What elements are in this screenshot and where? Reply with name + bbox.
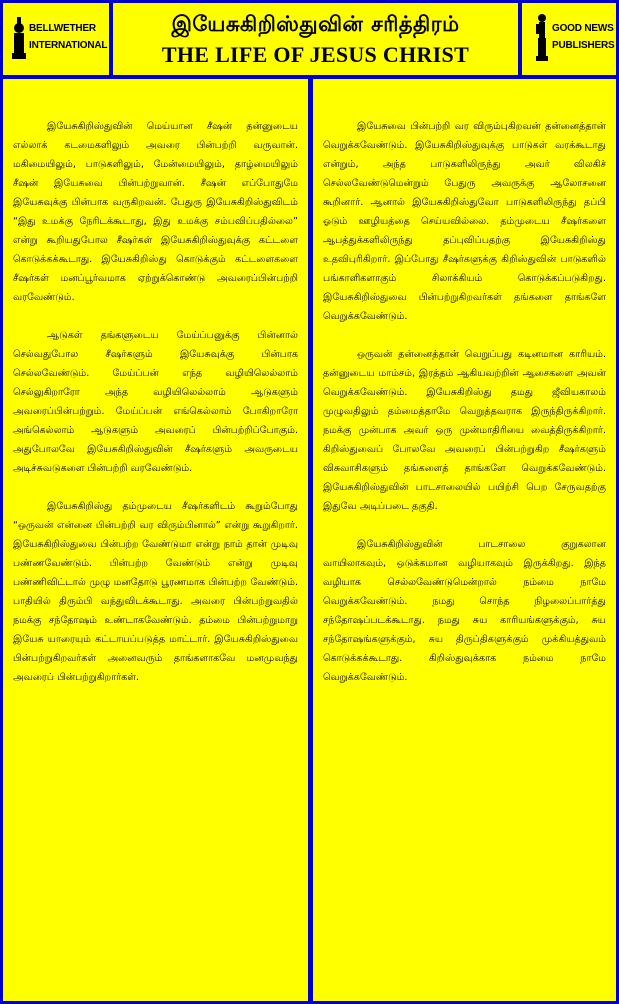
good-news-logo-line1: GOOD NEWS xyxy=(552,23,614,34)
bellwether-sheep-icon xyxy=(11,15,27,61)
paragraph: இயேசுகிறிஸ்துவின் மெய்யான சீஷன் தன்னுடைய எல்லாக் கடமைகளிலும் அவரை பின்பற்றி வருவான். மகிமையிலும், பாடுகளிலும், மேன்மையிலும், தாழ்மையிலும் சீஷன் இயேசுவை பின்பற்றுவான். சீஷன் எப்போதுமே இயேசுவுக்கு பின்பாக வருகிறவன். பேதுரு இயேசுகிறிஸ்துவிடம் “இது உமக்கு நேரிடக்கூடாது, இது உமக்கு சம்பவிப்பதில்லை” என்று கூறியதுபோல சீஷர்கள் இயேசுகிறிஸ்துவுக்கு கட்டளை கொடுக்கக்கூடாது. இயேசுகிறிஸ்து கொடுக்கும் கட்டளைகளை சீஷர்கள் மனப்பூர்வமாக ஏற்றுக்கொண்டு அவரைப்பின்பற்றி வரவேண்டும். xyxy=(13,121,298,303)
bellwether-logo xyxy=(3,3,109,75)
page-title-tamil: இயேசுகிறிஸ்துவின் சரித்திரம் xyxy=(171,11,460,36)
right-column-body xyxy=(323,117,606,706)
bellwether-logo-line1: BELLWETHER xyxy=(29,23,96,34)
bellwether-logo-line2: INTERNATIONAL xyxy=(29,40,108,51)
bellwether-logo-text xyxy=(29,20,107,54)
left-column-body xyxy=(13,117,298,706)
paragraph: ஒருவன் தன்னைத்தான் வெறுப்பது கடினமான காரியம். தன்னுடைய மாம்சம், இரத்தம் ஆகியவற்றின் ஆசைகளை அவன் வெறுக்கவேண்டும். இயேசுகிறிஸ்து தமது ஜீவியகாலம் முழுவதிலும் தம்மைத்தாமே வெறுத்தவராக இருந்திருக்கிறார். நமக்கு முன்பாக அவர் ஒரு முன்மாதிரியை வைத்திருக்கிறார். கிறிஸ்துவைப் போலவே அவரைப் பின்பற்றுகிற சீஷர்களும் விசுவாசிகளும் தங்களைத் தாங்களே வெறுக்கவேண்டும். இயேசுகிறிஸ்துவின் பாடசாலையில் பயிற்சி பெற சேருவதற்கு இதுவே அடிப்படை தகுதி. xyxy=(323,349,606,512)
paragraph: ஆடுகள் தங்களுடைய மேய்ப்பனுக்கு பின்னால் செல்வதுபோல சீஷர்களும் இயேசுவுக்கு பின்பாக செல்லவேண்டும். மேய்ப்பன் எந்த வழியிலெல்லாம் செல்லுகிறாரோ அந்த வழியிலெல்லாம் ஆடுகளும் அவரைப்பின்பற்றும். மேய்ப்பன் எங்கெல்லாம் போகிறாரோ அங்கெல்லாம் ஆடுகளும் அவரைப் பின்பற்றிப்போகும். அதுபோலவே இயேசுகிறிஸ்துவின் சீஷர்களும் அவருடைய அடிச்சுவடுகளை பின்பற்றி வரவேண்டும். xyxy=(13,330,298,474)
right-column xyxy=(313,79,616,1001)
good-news-logo xyxy=(522,3,616,75)
page-title-english: THE LIFE OF JESUS CHRIST xyxy=(161,42,470,67)
paragraph: இயேசுகிறிஸ்துவின் பாடசாலை குறுகலான வாயிலாகவும், ஒடுக்கமான வழியாகவும் இருக்கிறது. இந்த வழியாக செல்லவேண்டுமென்றால் நம்மை நாமே வெறுக்கவேண்டும். நமது சொந்த நிழலைப்பார்த்து சந்தோஷப்படக்கூடாது. நமது சுய காரியங்களுக்கும், சுய சந்தோஷங்களுக்கும், சுய திருப்திகளுக்கும் முக்கியத்துவம் கொடுக்கக்கூடாது. கிறிஸ்துவுக்காக நம்மை நாமே வெறுக்கவேண்டும். xyxy=(323,539,606,683)
paragraph: இயேசுகிறிஸ்து தம்முடைய சீஷர்களிடம் கூறும்போது “ஒருவன் என்னை பின்பற்றி வர விரும்பினால்” என்று கூறுகிறார். இயேசுகிறிஸ்துவை பின்பற்ற வேண்டுமா என்று நாம் தான் முடிவு பண்ணவேண்டும். பின்பற்ற வேண்டும் என்று முடிவு பண்ணிவிட்டால் முழு மனதோடு பூரணமாக பின்பற்ற வேண்டும். பாதியில் திரும்பி வந்துவிடக்கூடாது. அவரை பின்பற்றுவதில் நமக்கு சந்தோஷம் உண்டாகவேண்டும். தம்மை பின்பற்றுமாறு இயேசு யாரையும் கட்டாயப்படுத்த மாட்டார். இயேசுகிறிஸ்துவை பின்பற்றுகிறவர்கள் அனைவரும் தாங்களாகவே மனமுவந்து அவரைப் பின்பற்றுகிறார்கள். xyxy=(13,501,298,683)
paragraph: இயேசுவை பின்பற்றி வர விரும்புகிறவன் தன்னைத்தான் வெறுக்கவேண்டும். இயேசுகிறிஸ்துவுக்கு பாடுகள் வரக்கூடாது என்றும், அந்த பாடுகளிலிருந்து அவர் விலகிச் செல்லவேண்டுமென்றும் பேதுரு அவருக்கு ஆலோசனை கூறினார். ஆனால் இயேசுகிறிஸ்துவோ பாடுகளிலிருந்து தப்பி ஓடும் ஊழியத்தை செய்யவில்லை. தம்முடைய சீஷர்களை ஆபத்துக்களிலிருந்து தப்புவிப்பதற்கு இயேசுகிறிஸ்து உதவிபுரிகிறார். இப்போது சீஷர்களுக்கு கிறிஸ்துவின் பாடுகளில் பங்காளிகளாகும் சிலாக்கியம் கொடுக்கப்படுகிறது. இயேசுகிறிஸ்துவை பின்பற்றுகிறவர்கள் தங்களை தாங்களே வெறுக்கவேண்டும். xyxy=(323,121,606,322)
good-news-logo-text xyxy=(552,20,614,54)
title-banner xyxy=(113,3,518,75)
herald-figure-icon xyxy=(535,13,549,63)
left-column xyxy=(3,79,308,1001)
good-news-logo-line2: PUBLISHERS xyxy=(552,40,615,51)
